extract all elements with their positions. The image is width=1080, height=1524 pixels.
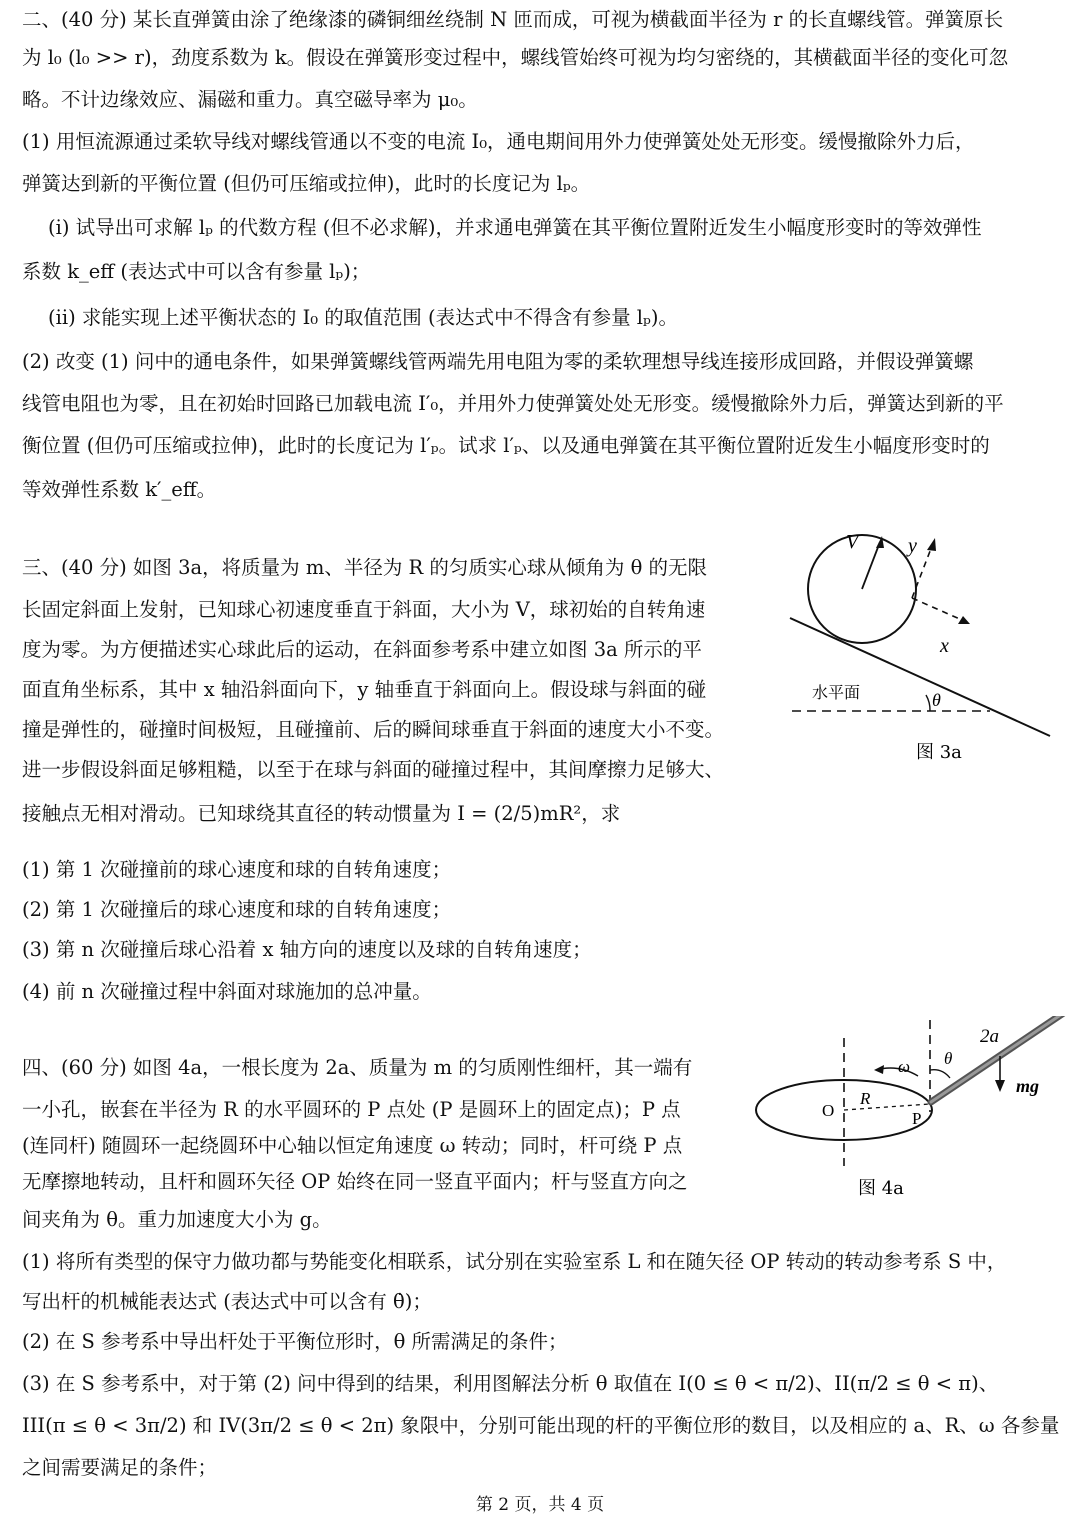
problem-3-line: 三、(40 分) 如图 3a，将质量为 m、半径为 R 的匀质实心球从倾角为 θ 的无限 — [22, 556, 708, 579]
problem-3-line: 接触点无相对滑动。已知球绕其直径的转动惯量为 I = (2/5)mR²，求 — [22, 802, 621, 825]
problem-4-line: (2) 在 S 参考系中导出杆处于平衡位形时，θ 所需满足的条件； — [22, 1330, 568, 1353]
x-axis-dashed — [912, 598, 962, 620]
label-V: V — [846, 531, 859, 553]
label-O: O — [822, 1101, 835, 1120]
label-P: P — [912, 1109, 922, 1128]
problem-4-line: 之间需要满足的条件； — [22, 1456, 218, 1479]
problem-2-line: (1) 用恒流源通过柔软导线对螺线管通以不变的电流 I₀，通电期间用外力使弹簧处处无形变。缓慢撤除外力后， — [22, 130, 975, 153]
theta-arc-4a — [930, 1070, 950, 1078]
problem-3-line: (3) 第 n 次碰撞后球心沿着 x 轴方向的速度以及球的自转角速度； — [22, 938, 592, 961]
page-footer: 第 2 页，共 4 页 — [475, 1495, 605, 1515]
problem-3-line: (2) 第 1 次碰撞后的球心速度和球的自转角速度； — [22, 898, 452, 921]
theta-arc — [926, 695, 930, 711]
problem-4-line: III(π ≤ θ < 3π/2) 和 IV(3π/2 ≤ θ < 2π) 象限中，分别可能出现的杆的平衡位形的数目，以及相应的 a、R、ω 各参量 — [22, 1414, 1060, 1437]
problem-3-line: 面直角坐标系，其中 x 轴沿斜面向下，y 轴垂直于斜面向上。假设球与斜面的碰 — [22, 678, 707, 701]
problem-4-line: 无摩擦地转动，且杆和圆环矢径 OP 始终在同一竖直平面内；杆与竖直方向之 — [22, 1170, 688, 1193]
problem-2-line: 弹簧达到新的平衡位置 (但仍可压缩或拉伸)，此时的长度记为 lₚ。 — [22, 172, 591, 195]
figure-3a-drawing — [780, 528, 1070, 768]
label-horizontal-plane: 水平面 — [812, 683, 861, 702]
problem-2-line: 略。不计边缘效应、漏磁和重力。真空磁导率为 μ₀。 — [22, 88, 478, 111]
problem-3-line: 度为零。为方便描述实心球此后的运动，在斜面参考系中建立如图 3a 所示的平 — [22, 638, 702, 661]
problem-4-line: (1) 将所有类型的保守力做功都与势能变化相联系，试分别在实验室系 L 和在随矢径 OP 转动的转动参考系 S 中， — [22, 1250, 1007, 1273]
problem-4-line: (3) 在 S 参考系中，对于第 (2) 问中得到的结果，利用图解法分析 θ 取值在 I(0 ≤ θ < π/2)、II(π/2 ≤ θ < π)、 — [22, 1372, 999, 1395]
problem-2-line: (ii) 求能实现上述平衡状态的 I₀ 的取值范围 (表达式中不得含有参量 lₚ)。 — [48, 306, 678, 329]
figure-4a-caption: 图 4a — [858, 1178, 904, 1199]
figure-3a-caption: 图 3a — [916, 742, 962, 763]
problem-4-line: (连同杆) 随圆环一起绕圆环中心轴以恒定角速度 ω 转动；同时，杆可绕 P 点 — [22, 1134, 683, 1157]
label-2a: 2a — [980, 1026, 999, 1047]
problem-3-line: 长固定斜面上发射，已知球心初速度垂直于斜面，大小为 V，球初始的自转角速 — [22, 598, 706, 621]
label-theta-4a: θ — [944, 1049, 953, 1068]
figure-4a — [738, 1016, 1074, 1206]
omega-arrowhead — [874, 1065, 884, 1074]
problem-3-line: 进一步假设斜面足够粗糙，以至于在球与斜面的碰撞过程中，其间摩擦力足够大、 — [22, 758, 725, 781]
label-mg: mg — [1016, 1076, 1040, 1096]
y-axis-arrowhead — [927, 538, 936, 551]
problem-2-line: 为 l₀ (l₀ >> r)，劲度系数为 k。假设在弹簧形变过程中，螺线管始终可视为均匀密绕的，其横截面半径的变化可忽 — [22, 46, 1009, 69]
problem-4-line: 一小孔，嵌套在半径为 R 的水平圆环的 P 点处 (P 是圆环上的固定点)；P 点 — [22, 1098, 681, 1121]
velocity-arrow — [862, 542, 880, 589]
problem-2-line: 系数 k_eff (表达式中可以含有参量 lₚ)； — [22, 260, 371, 283]
problem-4-line: 写出杆的机械能表达式 (表达式中可以含有 θ̇)； — [22, 1290, 432, 1313]
label-theta: θ — [932, 690, 941, 710]
figure-4a-drawing — [738, 1016, 1074, 1206]
mg-arrowhead — [995, 1080, 1005, 1092]
problem-4-line: 四、(60 分) 如图 4a，一根长度为 2a、质量为 m 的匀质刚性细杆，其一端有 — [22, 1056, 693, 1079]
label-y: y — [908, 535, 917, 557]
x-axis-arrowhead — [958, 616, 970, 624]
problem-3-line: 撞是弹性的，碰撞时间极短，且碰撞前、后的瞬间球垂直于斜面的速度大小不变。 — [22, 718, 725, 741]
figure-3a — [780, 528, 1070, 768]
problem-3-line: (1) 第 1 次碰撞前的球心速度和球的自转角速度； — [22, 858, 452, 881]
problem-2-line: 线管电阻也为零，且在初始时回路已加载电流 I′₀，并用外力使弹簧处处无形变。缓慢撤除外力后，弹簧达到新的平 — [22, 392, 1004, 415]
problem-2-line: (2) 改变 (1) 问中的通电条件，如果弹簧螺线管两端先用电阻为零的柔软理想导线连接形成回路，并假设弹簧螺 — [22, 350, 974, 373]
problem-2-line: 衡位置 (但仍可压缩或拉伸)，此时的长度记为 l′ₚ。试求 l′ₚ、以及通电弹簧在其平衡位置附近发生小幅度形变时的 — [22, 434, 990, 457]
incline-line — [790, 618, 1050, 736]
problem-3-line: (4) 前 n 次碰撞过程中斜面对球施加的总冲量。 — [22, 980, 432, 1003]
problem-2-line: (i) 试导出可求解 lₚ 的代数方程 (但不必求解)，并求通电弹簧在其平衡位置附近发生小幅度形变时的等效弹性 — [48, 216, 982, 239]
problem-4-line: 间夹角为 θ。重力加速度大小为 g。 — [22, 1208, 332, 1231]
label-omega: ω — [898, 1057, 911, 1076]
problem-2-line: 等效弹性系数 k′_eff。 — [22, 478, 217, 501]
problem-2-line: 二、(40 分) 某长直弹簧由涂了绝缘漆的磷铜细丝绕制 N 匝而成，可视为横截面半径为 r 的长直螺线管。弹簧原长 — [22, 8, 1004, 31]
label-x: x — [940, 635, 949, 657]
label-R: R — [860, 1089, 871, 1108]
